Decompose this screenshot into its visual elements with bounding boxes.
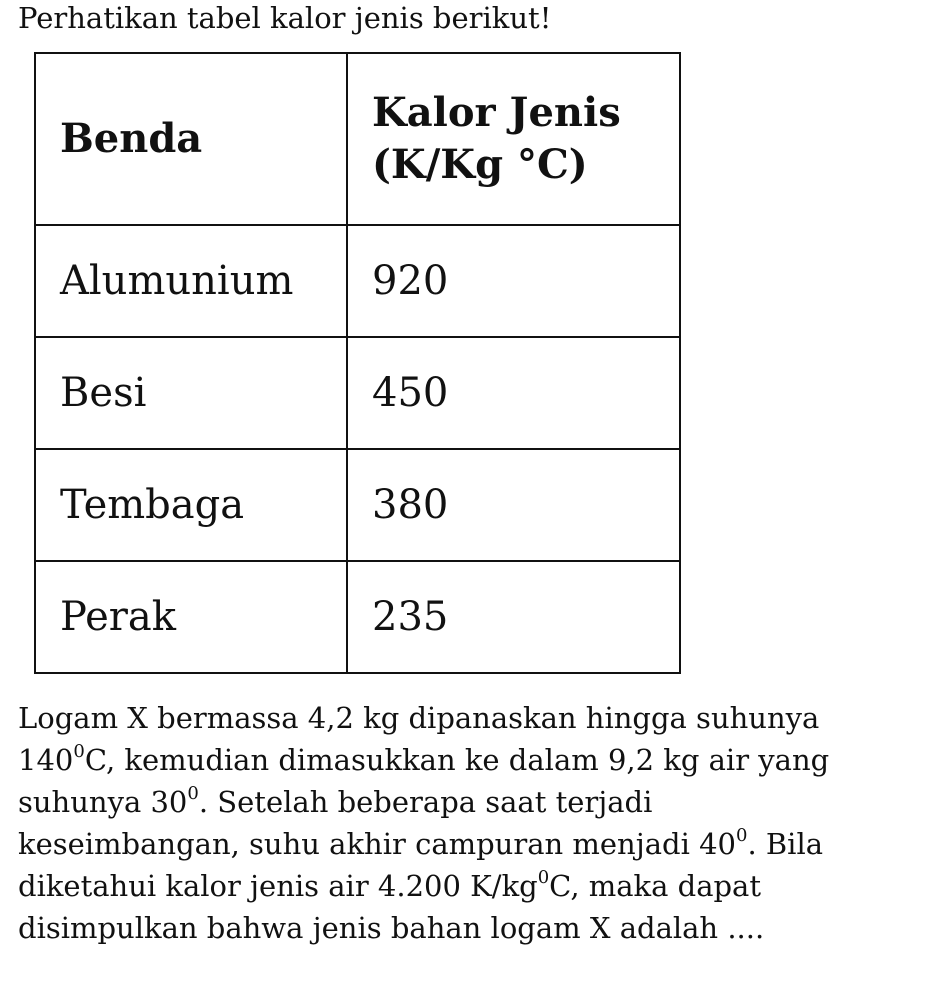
- question-line: [18, 739, 918, 781]
- degree-superscript: 0: [73, 741, 85, 763]
- question-text: . Bila: [747, 827, 824, 861]
- question-text: keseimbangan, suhu akhir campuran menjadi 40: [18, 827, 736, 861]
- question-line: [18, 781, 918, 823]
- cell-benda: Alumunium: [35, 225, 347, 337]
- intro-text: Perhatikan tabel kalor jenis berikut!: [18, 1, 552, 35]
- cell-benda: Besi: [35, 337, 347, 449]
- header-kalor-jenis-line1: Kalor Jenis: [372, 89, 621, 136]
- header-kalor-jenis: [347, 53, 680, 225]
- header-kalor-jenis-unit: (K/Kg °C): [372, 141, 588, 188]
- question-text: . Setelah beberapa saat terjadi: [198, 785, 653, 819]
- cell-benda: Tembaga: [35, 449, 347, 561]
- question-text: 140: [18, 743, 74, 777]
- specific-heat-table: [34, 52, 681, 674]
- question-text: disimpulkan bahwa jenis bahan logam X adalah ....: [18, 911, 765, 945]
- question-text: Logam X bermassa 4,2 kg dipanaskan hingga suhunya: [18, 701, 820, 735]
- cell-benda: Perak: [35, 561, 347, 673]
- degree-superscript: 0: [187, 783, 199, 805]
- cell-kalor: 450: [347, 337, 680, 449]
- header-benda: Benda: [35, 53, 347, 225]
- degree-superscript: 0: [537, 867, 550, 889]
- table-row: [35, 449, 680, 561]
- question-line: [18, 865, 918, 907]
- question-text: C, maka dapat: [549, 869, 761, 903]
- degree-superscript: 0: [735, 825, 748, 847]
- question-line: [18, 907, 918, 949]
- cell-kalor: 380: [347, 449, 680, 561]
- question-line: [18, 697, 918, 739]
- question-text: C, kemudian dimasukkan ke dalam 9,2 kg air yang: [84, 743, 830, 777]
- question-paragraph: [18, 697, 918, 949]
- table-row: [35, 561, 680, 673]
- cell-kalor: 235: [347, 561, 680, 673]
- cell-kalor: 920: [347, 225, 680, 337]
- question-text: suhunya 30: [18, 785, 188, 819]
- question-text: diketahui kalor jenis air 4.200 K/kg: [18, 869, 538, 903]
- table-header-row: [35, 53, 680, 225]
- question-line: [18, 823, 918, 865]
- table-row: [35, 225, 680, 337]
- table-row: [35, 337, 680, 449]
